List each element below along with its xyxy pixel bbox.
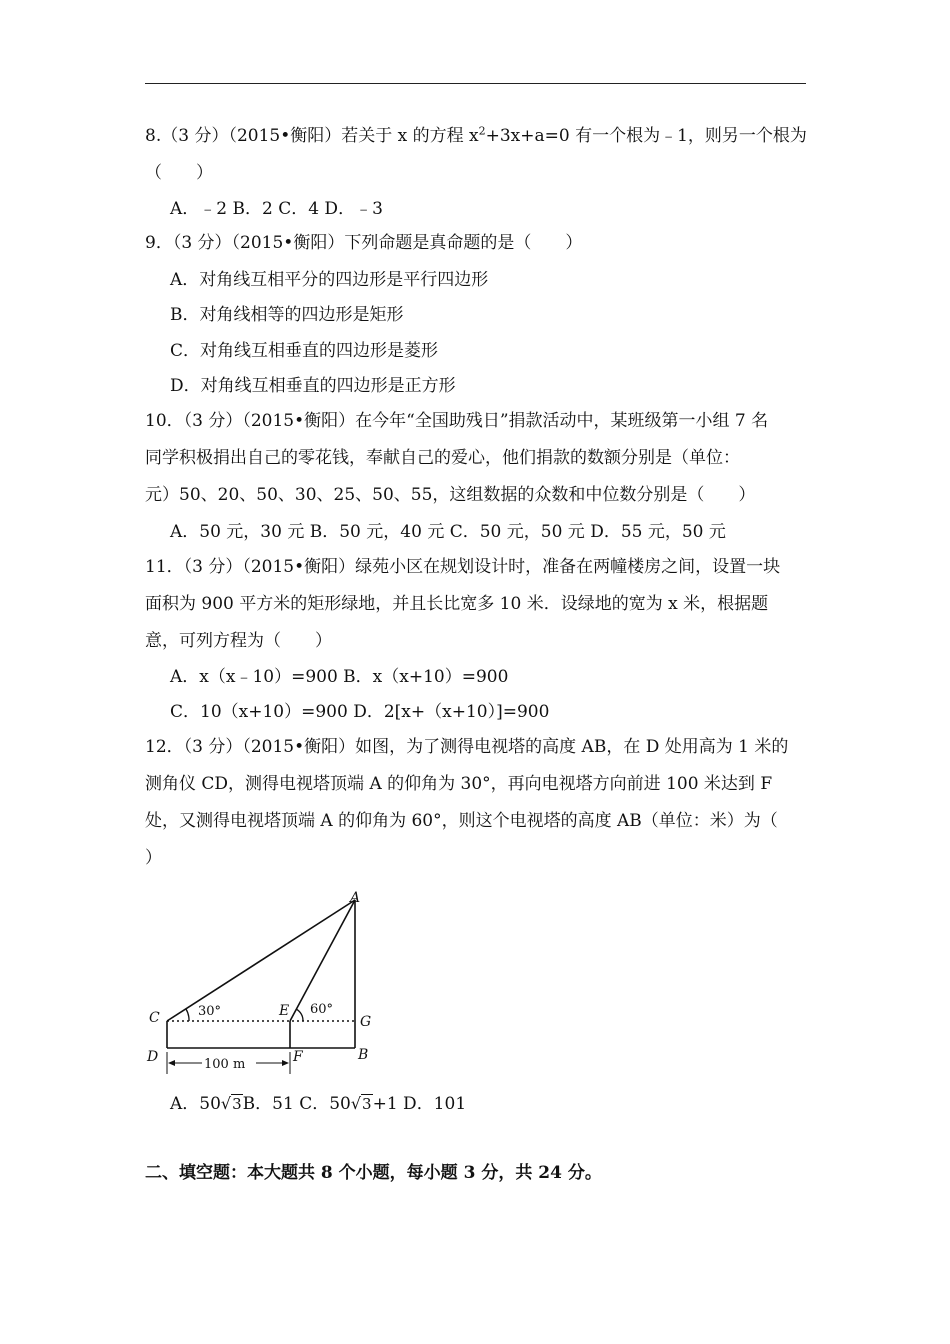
q12-options: A．50√3B．51 C．50√3+1 D．101 [170,1094,467,1114]
angle-arc-c [186,1009,189,1021]
label-a: A [350,890,361,906]
q11-stem-line3: 意，可列方程为（ ） [145,631,332,651]
dim-arrow-left [168,1060,175,1066]
q11-options-ab: A．x（x﹣10）=900 B．x（x+10）=900 [170,667,509,687]
q9-option-a: A．对角线互相平分的四边形是平行四边形 [170,270,489,290]
q12-stem-line2: 测角仪 CD，测得电视塔顶端 A 的仰角为 30°，再向电视塔方向前进 100 米达到 F [145,774,773,794]
header-rule [145,83,806,84]
q8-options: A．﹣2 B．2 C．4 D．﹣3 [170,199,383,219]
label-b: B [358,1047,369,1063]
angle-label-30: 30° [198,1004,222,1019]
tower-figure [140,880,380,1080]
q10-stem-line2: 同学积极捐出自己的零花钱，奉献自己的爱心，他们捐款的数额分别是（单位： [145,448,740,468]
q10-stem-line1: 10．（3 分）（2015•衡阳）在今年“全国助残日”捐款活动中，某班级第一小组 7 名 [145,411,769,431]
q8-stem: 8.（3 分）（2015•衡阳）若关于 x 的方程 $x^2+3x+a=0$ 有一个根为﹣1，则另一个根为 [145,124,807,146]
angle-label-60: 60° [310,1002,334,1017]
q9-option-b: B．对角线相等的四边形是矩形 [170,305,404,325]
q11-stem-line1: 11．（3 分）（2015•衡阳）绿苑小区在规划设计时，准备在两幢楼房之间，设置一块 [145,557,781,577]
angle-arc-e [296,1009,303,1021]
q11-stem-line2: 面积为 900 平方米的矩形绿地，并且长比宽多 10 米．设绿地的宽为 x 米，根据题 [145,594,769,614]
label-d: D [147,1049,159,1065]
q12-stem-line1: 12．（3 分）（2015•衡阳）如图，为了测得电视塔的高度 AB，在 D 处用高为 1 米的 [145,737,789,757]
label-e: E [279,1003,290,1019]
q10-stem-line3: 元）50、20、50、30、25、50、55，这组数据的众数和中位数分别是（ ） [145,485,756,505]
q12-stem-line4: ） [145,848,162,868]
q8-blank: （ ） [145,163,213,183]
sqrt-symbol-a: √3 [220,1094,242,1113]
dim-arrow-right [282,1060,289,1066]
q12-stem-line3: 处，又测得电视塔顶端 A 的仰角为 60°，则这个电视塔的高度 AB（单位：米）为（ [145,811,778,831]
q9-stem: 9．（3 分）（2015•衡阳）下列命题是真命题的是（ ） [145,233,583,253]
q9-option-c: C．对角线互相垂直的四边形是菱形 [170,341,439,361]
q11-options-cd: C．10（x+10）=900 D．2[x+（x+10）]=900 [170,702,550,722]
section-2-heading: 二、填空题：本大题共 8 个小题，每小题 3 分，共 24 分。 [145,1163,602,1183]
label-c: C [149,1010,160,1026]
sqrt-symbol-c: √3 [350,1094,372,1113]
label-f: F [293,1049,303,1065]
q9-option-d: D．对角线互相垂直的四边形是正方形 [170,376,456,396]
distance-label: 100 m [204,1057,246,1072]
label-g: G [360,1014,372,1030]
q10-options: A．50 元，30 元 B．50 元，40 元 C．50 元，50 元 D．55 元，50 元 [170,522,726,542]
